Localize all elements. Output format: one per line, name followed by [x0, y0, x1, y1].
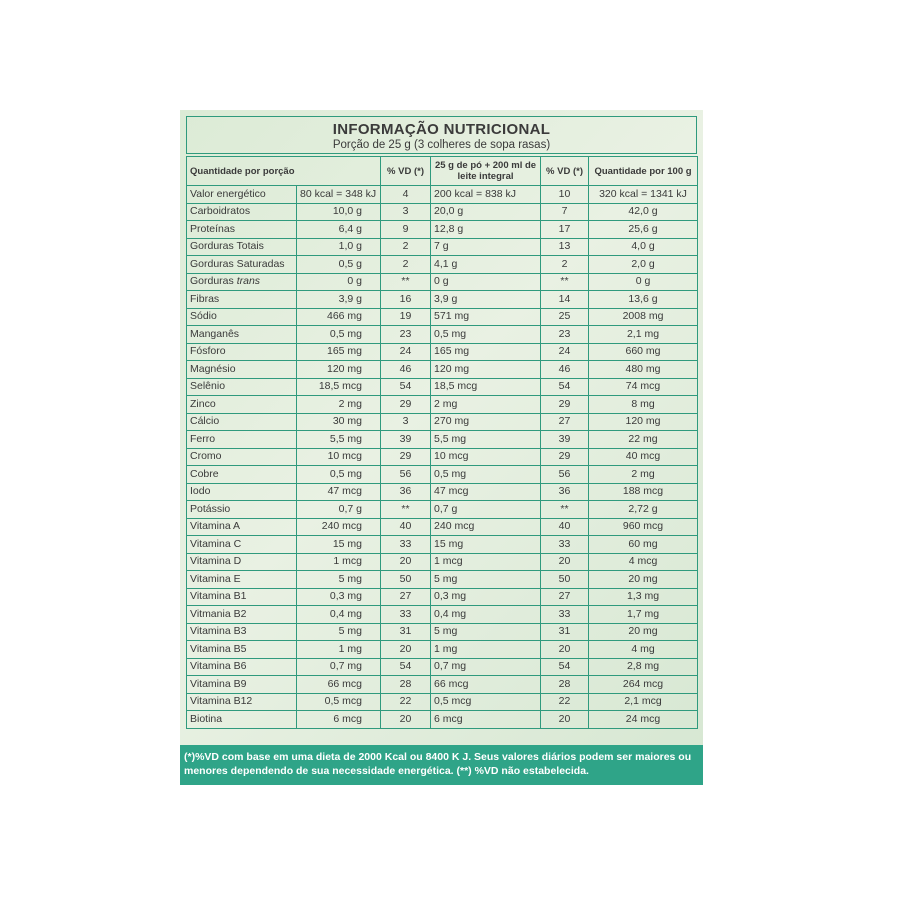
nutrient-name: Gorduras trans [187, 273, 297, 291]
per-100g-quantity: 320 kcal = 1341 kJ [589, 186, 698, 204]
milk-quantity: 0 g [431, 273, 541, 291]
table-row [187, 501, 698, 519]
portion-quantity: 466 mg [297, 308, 381, 326]
milk-vd: 25 [541, 308, 589, 326]
portion-quantity: 18,5 mcg [297, 378, 381, 396]
table-row [187, 186, 698, 204]
milk-quantity: 5 mg [431, 571, 541, 589]
portion-vd: 22 [381, 693, 431, 711]
table-row [187, 676, 698, 694]
milk-vd: 39 [541, 431, 589, 449]
portion-vd: 56 [381, 466, 431, 484]
table-row [187, 413, 698, 431]
portion-quantity: 5,5 mg [297, 431, 381, 449]
table-row [187, 658, 698, 676]
milk-vd: 14 [541, 291, 589, 309]
table-row [187, 273, 698, 291]
nutrient-name: Zinco [187, 396, 297, 414]
milk-quantity: 66 mcg [431, 676, 541, 694]
milk-quantity: 0,7 mg [431, 658, 541, 676]
portion-quantity: 10,0 g [297, 203, 381, 221]
nutrient-name: Proteínas [187, 221, 297, 239]
header-vd: % VD (*) [381, 157, 431, 186]
nutrient-name: Vitamina B6 [187, 658, 297, 676]
table-row [187, 466, 698, 484]
milk-quantity: 2 mg [431, 396, 541, 414]
milk-quantity: 20,0 g [431, 203, 541, 221]
per-100g-quantity: 1,7 mg [589, 606, 698, 624]
portion-quantity: 0,5 g [297, 256, 381, 274]
portion-quantity: 0,5 mg [297, 466, 381, 484]
milk-quantity: 120 mg [431, 361, 541, 379]
milk-quantity: 0,5 mg [431, 326, 541, 344]
per-100g-quantity: 2,0 g [589, 256, 698, 274]
portion-vd: 54 [381, 658, 431, 676]
per-100g-quantity: 480 mg [589, 361, 698, 379]
portion-quantity: 30 mg [297, 413, 381, 431]
milk-quantity: 6 mcg [431, 711, 541, 729]
per-100g-quantity: 74 mcg [589, 378, 698, 396]
portion-vd: 46 [381, 361, 431, 379]
portion-vd: 31 [381, 623, 431, 641]
table-row [187, 308, 698, 326]
per-100g-quantity: 2,1 mg [589, 326, 698, 344]
nutrient-name: Valor energético [187, 186, 297, 204]
portion-quantity: 0,7 mg [297, 658, 381, 676]
nutrient-name: Vitmania B2 [187, 606, 297, 624]
milk-vd: 27 [541, 588, 589, 606]
milk-vd: 23 [541, 326, 589, 344]
milk-vd: 33 [541, 606, 589, 624]
portion-vd: 27 [381, 588, 431, 606]
portion-vd: 4 [381, 186, 431, 204]
per-100g-quantity: 4 mcg [589, 553, 698, 571]
portion-vd: ** [381, 273, 431, 291]
milk-vd: 40 [541, 518, 589, 536]
portion-quantity: 240 mcg [297, 518, 381, 536]
per-100g-quantity: 25,6 g [589, 221, 698, 239]
nutrient-name: Iodo [187, 483, 297, 501]
portion-quantity: 10 mcg [297, 448, 381, 466]
table-row [187, 623, 698, 641]
milk-quantity: 18,5 mcg [431, 378, 541, 396]
table-row [187, 536, 698, 554]
nutrient-name: Gorduras Totais [187, 238, 297, 256]
portion-vd: 28 [381, 676, 431, 694]
table-row [187, 256, 698, 274]
per-100g-quantity: 42,0 g [589, 203, 698, 221]
milk-quantity: 10 mcg [431, 448, 541, 466]
portion-quantity: 1 mg [297, 641, 381, 659]
per-100g-quantity: 660 mg [589, 343, 698, 361]
milk-quantity: 5,5 mg [431, 431, 541, 449]
header-per-100g: Quantidade por 100 g [589, 157, 698, 186]
per-100g-quantity: 8 mg [589, 396, 698, 414]
portion-quantity: 2 mg [297, 396, 381, 414]
milk-vd: 27 [541, 413, 589, 431]
nutrient-name: Cromo [187, 448, 297, 466]
milk-vd: 17 [541, 221, 589, 239]
portion-vd: 20 [381, 553, 431, 571]
milk-quantity: 200 kcal = 838 kJ [431, 186, 541, 204]
portion-quantity: 6,4 g [297, 221, 381, 239]
milk-quantity: 15 mg [431, 536, 541, 554]
milk-vd: 20 [541, 711, 589, 729]
nutrient-name: Vitamina E [187, 571, 297, 589]
nutrient-name: Vitamina C [187, 536, 297, 554]
nutrient-name: Selênio [187, 378, 297, 396]
nutrient-name: Ferro [187, 431, 297, 449]
table-row [187, 221, 698, 239]
table-row [187, 483, 698, 501]
per-100g-quantity: 2 mg [589, 466, 698, 484]
milk-vd: 29 [541, 448, 589, 466]
portion-vd: 19 [381, 308, 431, 326]
portion-vd: 3 [381, 203, 431, 221]
nutrient-name: Potássio [187, 501, 297, 519]
nutrient-name: Vitamina B12 [187, 693, 297, 711]
per-100g-quantity: 2,72 g [589, 501, 698, 519]
milk-vd: ** [541, 501, 589, 519]
milk-quantity: 240 mcg [431, 518, 541, 536]
nutrition-table [186, 156, 698, 729]
portion-vd: 39 [381, 431, 431, 449]
table-header-row [187, 157, 698, 186]
nutrient-name: Fósforo [187, 343, 297, 361]
table-row [187, 711, 698, 729]
nutrient-name: Vitamina B3 [187, 623, 297, 641]
portion-vd: ** [381, 501, 431, 519]
table-body [187, 186, 698, 729]
per-100g-quantity: 2008 mg [589, 308, 698, 326]
portion-vd: 16 [381, 291, 431, 309]
table-row [187, 203, 698, 221]
table-row [187, 448, 698, 466]
milk-quantity: 0,4 mg [431, 606, 541, 624]
table-row [187, 378, 698, 396]
nutrient-name: Vitamina B5 [187, 641, 297, 659]
table-row [187, 606, 698, 624]
portion-quantity: 0,5 mg [297, 326, 381, 344]
header-quantity-per-portion: Quantidade por porção [187, 157, 381, 186]
nutrient-name: Biotina [187, 711, 297, 729]
portion-quantity: 80 kcal = 348 kJ [297, 186, 381, 204]
label-title: INFORMAÇÃO NUTRICIONAL [332, 121, 551, 138]
table-row [187, 326, 698, 344]
portion-quantity: 120 mg [297, 361, 381, 379]
table-row [187, 571, 698, 589]
nutrient-name: Cálcio [187, 413, 297, 431]
milk-vd: 10 [541, 186, 589, 204]
nutrient-name: Vitamina B1 [187, 588, 297, 606]
table-row [187, 588, 698, 606]
per-100g-quantity: 22 mg [589, 431, 698, 449]
per-100g-quantity: 2,8 mg [589, 658, 698, 676]
portion-subtitle: Porção de 25 g (3 colheres de sopa rasas) [332, 139, 551, 151]
per-100g-quantity: 188 mcg [589, 483, 698, 501]
table-row [187, 291, 698, 309]
milk-vd: 31 [541, 623, 589, 641]
milk-vd: 28 [541, 676, 589, 694]
nutrient-name: Vitamina D [187, 553, 297, 571]
per-100g-quantity: 40 mcg [589, 448, 698, 466]
portion-vd: 24 [381, 343, 431, 361]
per-100g-quantity: 2,1 mcg [589, 693, 698, 711]
per-100g-quantity: 13,6 g [589, 291, 698, 309]
portion-quantity: 0 g [297, 273, 381, 291]
portion-quantity: 15 mg [297, 536, 381, 554]
per-100g-quantity: 120 mg [589, 413, 698, 431]
milk-vd: 36 [541, 483, 589, 501]
header-milk-prep: 25 g de pó + 200 ml de leite integral [431, 157, 541, 186]
portion-vd: 23 [381, 326, 431, 344]
milk-quantity: 270 mg [431, 413, 541, 431]
milk-quantity: 0,5 mg [431, 466, 541, 484]
milk-quantity: 12,8 g [431, 221, 541, 239]
portion-quantity: 47 mcg [297, 483, 381, 501]
table-row [187, 361, 698, 379]
title-block [186, 116, 697, 154]
milk-vd: ** [541, 273, 589, 291]
portion-vd: 33 [381, 536, 431, 554]
portion-vd: 3 [381, 413, 431, 431]
table-row [187, 431, 698, 449]
portion-vd: 40 [381, 518, 431, 536]
portion-quantity: 1,0 g [297, 238, 381, 256]
portion-vd: 29 [381, 396, 431, 414]
table-row [187, 693, 698, 711]
nutrient-name: Fibras [187, 291, 297, 309]
milk-vd: 13 [541, 238, 589, 256]
milk-quantity: 1 mg [431, 641, 541, 659]
portion-quantity: 66 mcg [297, 676, 381, 694]
header-vd-milk: % VD (*) [541, 157, 589, 186]
milk-vd: 29 [541, 396, 589, 414]
nutrient-name: Cobre [187, 466, 297, 484]
nutrient-name: Gorduras Saturadas [187, 256, 297, 274]
table-row [187, 641, 698, 659]
milk-vd: 33 [541, 536, 589, 554]
milk-quantity: 0,5 mcg [431, 693, 541, 711]
portion-quantity: 165 mg [297, 343, 381, 361]
milk-vd: 24 [541, 343, 589, 361]
portion-vd: 33 [381, 606, 431, 624]
portion-quantity: 0,3 mg [297, 588, 381, 606]
milk-vd: 46 [541, 361, 589, 379]
milk-quantity: 0,7 g [431, 501, 541, 519]
portion-vd: 36 [381, 483, 431, 501]
milk-vd: 56 [541, 466, 589, 484]
portion-quantity: 5 mg [297, 571, 381, 589]
portion-quantity: 0,7 g [297, 501, 381, 519]
per-100g-quantity: 264 mcg [589, 676, 698, 694]
per-100g-quantity: 20 mg [589, 623, 698, 641]
milk-quantity: 3,9 g [431, 291, 541, 309]
per-100g-quantity: 0 g [589, 273, 698, 291]
portion-vd: 20 [381, 641, 431, 659]
per-100g-quantity: 4 mg [589, 641, 698, 659]
nutrient-name: Sódio [187, 308, 297, 326]
portion-vd: 20 [381, 711, 431, 729]
nutrient-name: Manganês [187, 326, 297, 344]
nutrient-name: Magnésio [187, 361, 297, 379]
portion-vd: 29 [381, 448, 431, 466]
nutrient-name: Carboidratos [187, 203, 297, 221]
portion-quantity: 0,5 mcg [297, 693, 381, 711]
per-100g-quantity: 4,0 g [589, 238, 698, 256]
portion-quantity: 0,4 mg [297, 606, 381, 624]
milk-quantity: 4,1 g [431, 256, 541, 274]
milk-quantity: 5 mg [431, 623, 541, 641]
milk-quantity: 7 g [431, 238, 541, 256]
per-100g-quantity: 960 mcg [589, 518, 698, 536]
milk-vd: 54 [541, 378, 589, 396]
milk-vd: 20 [541, 641, 589, 659]
nutrient-name: Vitamina A [187, 518, 297, 536]
portion-vd: 54 [381, 378, 431, 396]
nutrient-name: Vitamina B9 [187, 676, 297, 694]
table-row [187, 518, 698, 536]
milk-quantity: 0,3 mg [431, 588, 541, 606]
table-row [187, 238, 698, 256]
milk-quantity: 47 mcg [431, 483, 541, 501]
table-row [187, 396, 698, 414]
table-row [187, 343, 698, 361]
per-100g-quantity: 20 mg [589, 571, 698, 589]
portion-quantity: 3,9 g [297, 291, 381, 309]
portion-vd: 2 [381, 238, 431, 256]
portion-quantity: 6 mcg [297, 711, 381, 729]
milk-quantity: 165 mg [431, 343, 541, 361]
milk-quantity: 1 mcg [431, 553, 541, 571]
milk-vd: 50 [541, 571, 589, 589]
portion-quantity: 5 mg [297, 623, 381, 641]
portion-vd: 9 [381, 221, 431, 239]
milk-vd: 2 [541, 256, 589, 274]
per-100g-quantity: 24 mcg [589, 711, 698, 729]
portion-quantity: 1 mcg [297, 553, 381, 571]
per-100g-quantity: 60 mg [589, 536, 698, 554]
table-row [187, 553, 698, 571]
per-100g-quantity: 1,3 mg [589, 588, 698, 606]
portion-vd: 50 [381, 571, 431, 589]
portion-vd: 2 [381, 256, 431, 274]
milk-vd: 22 [541, 693, 589, 711]
milk-vd: 54 [541, 658, 589, 676]
milk-quantity: 571 mg [431, 308, 541, 326]
milk-vd: 20 [541, 553, 589, 571]
milk-vd: 7 [541, 203, 589, 221]
footnote: (*)%VD com base em uma dieta de 2000 Kcal ou 8400 K J. Seus valores diários podem ser maiores ou menores dependendo de sua necessidade energética. (**) %VD não estabelecida. [180, 745, 703, 785]
